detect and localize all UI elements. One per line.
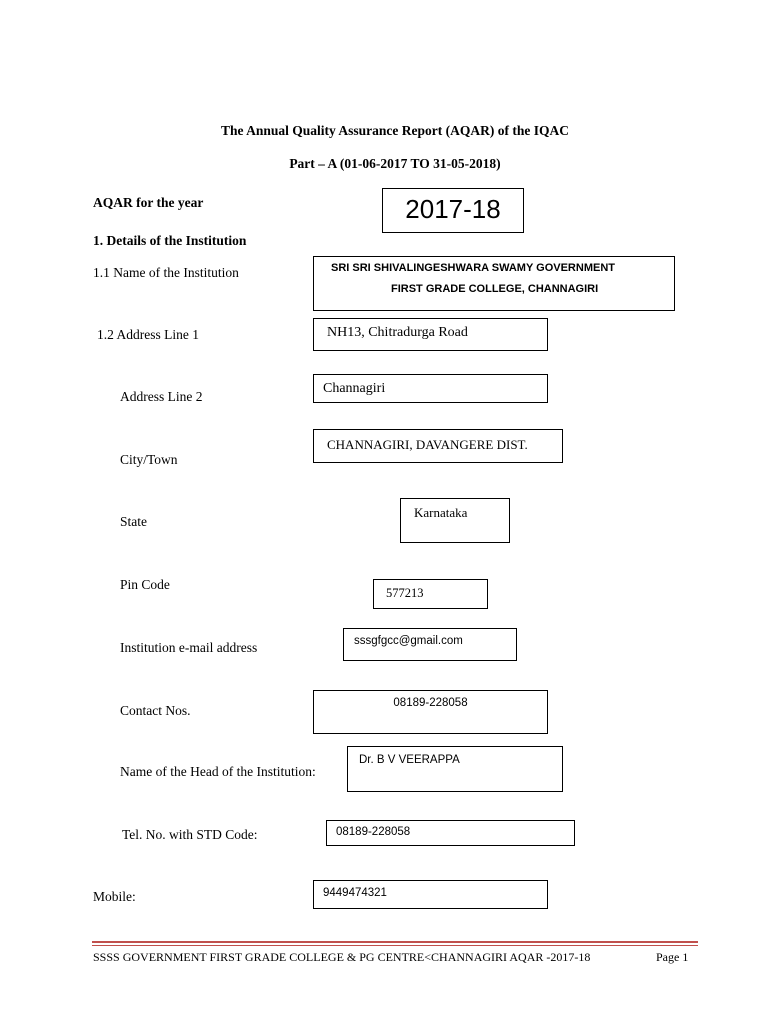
contact-value: 08189-228058 — [393, 697, 468, 709]
pin-label: Pin Code — [120, 577, 170, 592]
pin-value: 577213 — [386, 586, 424, 600]
address2-label: Address Line 2 — [120, 389, 203, 404]
email-box — [343, 628, 517, 661]
state-label: State — [120, 514, 147, 529]
address1-label: 1.2 Address Line 1 — [97, 327, 199, 342]
footer-page-number: Page 1 — [656, 950, 689, 964]
name-box — [313, 256, 675, 311]
head-box — [347, 746, 563, 792]
email-value: sssgfgcc@gmail.com — [354, 635, 463, 647]
footer-text: SSSS GOVERNMENT FIRST GRADE COLLEGE & PG CENTRE<CHANNAGIRI AQAR -2017-18 — [93, 950, 591, 964]
aqar-year-label: AQAR for the year — [93, 195, 204, 210]
state-value: Karnataka — [414, 505, 468, 520]
footer-rule-thick — [92, 941, 698, 943]
mobile-value: 9449474321 — [323, 887, 387, 899]
aqar-year-value: 2017-18 — [405, 194, 501, 224]
address2-box — [313, 374, 548, 403]
name-value-line2: FIRST GRADE COLLEGE, CHANNAGIRI — [391, 283, 599, 295]
address1-box — [313, 318, 548, 351]
name-value-line1: SRI SRI SHIVALINGESHWARA SWAMY GOVERNMENT — [331, 262, 615, 274]
address2-value: Channagiri — [323, 381, 386, 396]
contact-label: Contact Nos. — [120, 703, 191, 718]
city-value: CHANNAGIRI, DAVANGERE DIST. — [327, 437, 528, 452]
tel-box — [326, 820, 575, 846]
tel-value: 08189-228058 — [336, 826, 411, 838]
city-label: City/Town — [120, 452, 178, 467]
report-part: Part – A (01-06-2017 TO 31-05-2018) — [289, 156, 501, 171]
mobile-box — [313, 880, 548, 909]
name-label: 1.1 Name of the Institution — [93, 265, 239, 280]
aqar-year-box — [382, 188, 524, 233]
footer-rule-thin — [92, 945, 698, 946]
mobile-label: Mobile: — [93, 889, 136, 904]
email-label: Institution e-mail address — [120, 640, 258, 655]
state-box — [400, 498, 510, 543]
city-box — [313, 429, 563, 463]
pin-box — [373, 579, 488, 609]
contact-box — [313, 690, 548, 734]
tel-label: Tel. No. with STD Code: — [122, 827, 258, 842]
report-title: The Annual Quality Assurance Report (AQAR) of the IQAC — [220, 123, 569, 138]
section-heading: 1. Details of the Institution — [93, 233, 247, 248]
head-label: Name of the Head of the Institution: — [120, 764, 316, 779]
address1-value: NH13, Chitradurga Road — [327, 325, 468, 340]
head-value: Dr. B V VEERAPPA — [359, 754, 460, 766]
